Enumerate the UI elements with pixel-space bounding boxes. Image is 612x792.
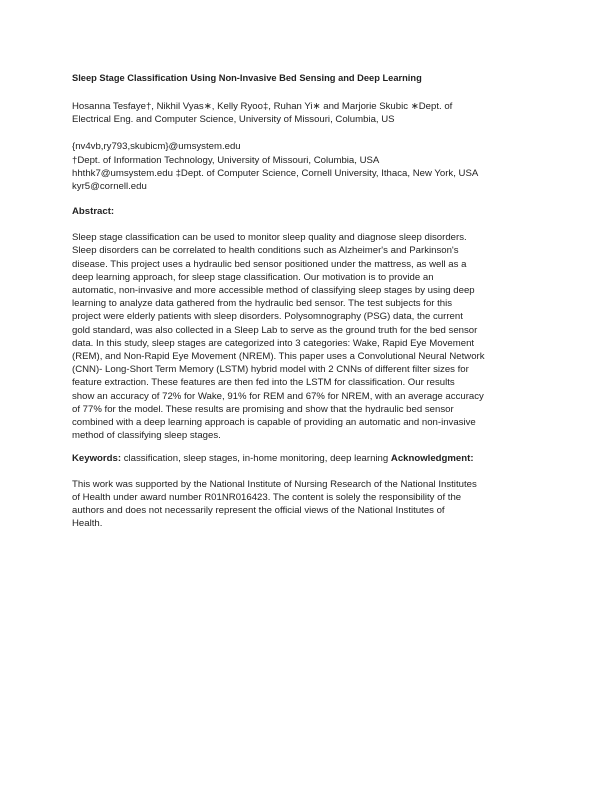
abstract-line: (CNN)- Long-Short Term Memory (LSTM) hybrid model with 2 CNNs of different filter sizes for xyxy=(72,364,469,376)
authors-line: Electrical Eng. and Computer Science, University of Missouri, Columbia, US xyxy=(72,114,395,126)
keywords-label: Keywords: xyxy=(72,453,122,465)
contact-line: hhthk7@umsystem.edu ‡Dept. of Computer Science, Cornell University, Ithaca, New York, USA xyxy=(72,167,479,179)
abstract-line: combined with a deep learning approach is capable of providing an automatic and non-invasive xyxy=(72,417,476,429)
acknowledgment-line: Health. xyxy=(72,518,103,530)
keywords-text: classification, sleep stages, in-home monitoring, deep learning xyxy=(121,453,391,465)
keywords-line xyxy=(72,452,540,465)
abstract-line: feature extraction. These features are then fed into the LSTM for classification. Our results xyxy=(72,377,455,389)
abstract-line: learning to analyze data gathered from the hydraulic bed sensor. The test subjects for this xyxy=(72,298,453,310)
abstract-line: data. In this study, sleep stages are categorized into 3 categories: Wake, Rapid Eye Movement xyxy=(72,337,475,349)
acknowledgment-line: authors and does not necessarily represent the official views of the National Institutes of xyxy=(72,505,445,517)
abstract-line: show an accuracy of 72% for Wake, 91% for REM and 67% for NREM, with an average accuracy xyxy=(72,390,484,402)
authors-affiliations xyxy=(72,100,540,126)
acknowledgment-body xyxy=(72,478,540,531)
paper-title: Sleep Stage Classification Using Non-Invasive Bed Sensing and Deep Learning xyxy=(72,73,422,83)
contact-line: kyr5@cornell.edu xyxy=(72,181,147,193)
abstract-line: gold standard, was also collected in a Sleep Lab to serve as the ground truth for the bed sensor xyxy=(72,324,478,336)
abstract-line: disease. This project uses a hydraulic bed sensor positioned under the mattress, as well as a xyxy=(72,258,467,270)
acknowledgment-line: of Health under award number R01NR016423. The content is solely the responsibility of the xyxy=(72,491,462,503)
abstract-line: method of classifying sleep stages. xyxy=(72,430,221,442)
abstract-body xyxy=(72,231,540,442)
abstract-heading: Abstract: xyxy=(72,206,115,218)
contact-line: †Dept. of Information Technology, University of Missouri, Columbia, USA xyxy=(72,154,380,166)
abstract-line: Sleep disorders can be correlated to health conditions such as Alzheimer's and Parkinson's xyxy=(72,245,459,257)
abstract-line: project were elderly patients with sleep disorders. Polysomnography (PSG) data, the current xyxy=(72,311,463,323)
contact-line: {nv4vb,ry793,skubicm}@umsystem.edu xyxy=(72,141,241,153)
acknowledgment-line: This work was supported by the National Institute of Nursing Research of the National Institutes xyxy=(72,478,477,490)
abstract-line: deep learning approach, for sleep stage classification. Our motivation is to provide an xyxy=(72,271,434,283)
abstract-line: Sleep stage classification can be used to monitor sleep quality and diagnose sleep disorders. xyxy=(72,232,467,244)
abstract-line: automatic, non-invasive and more accessible method of classifying sleep stages by using deep xyxy=(72,285,475,297)
authors-line: Hosanna Tesfaye†, Nikhil Vyas∗, Kelly Ryoo‡, Ruhan Yi∗ and Marjorie Skubic ∗Dept. of xyxy=(72,101,453,112)
acknowledgment-label: Acknowledgment: xyxy=(390,453,474,465)
abstract-line: of 77% for the model. These results are promising and show that the hydraulic bed sensor xyxy=(72,403,454,415)
contact-info xyxy=(72,140,540,193)
abstract-line: (REM), and Non-Rapid Eye Movement (NREM). This paper uses a Convolutional Neural Network xyxy=(72,351,485,363)
